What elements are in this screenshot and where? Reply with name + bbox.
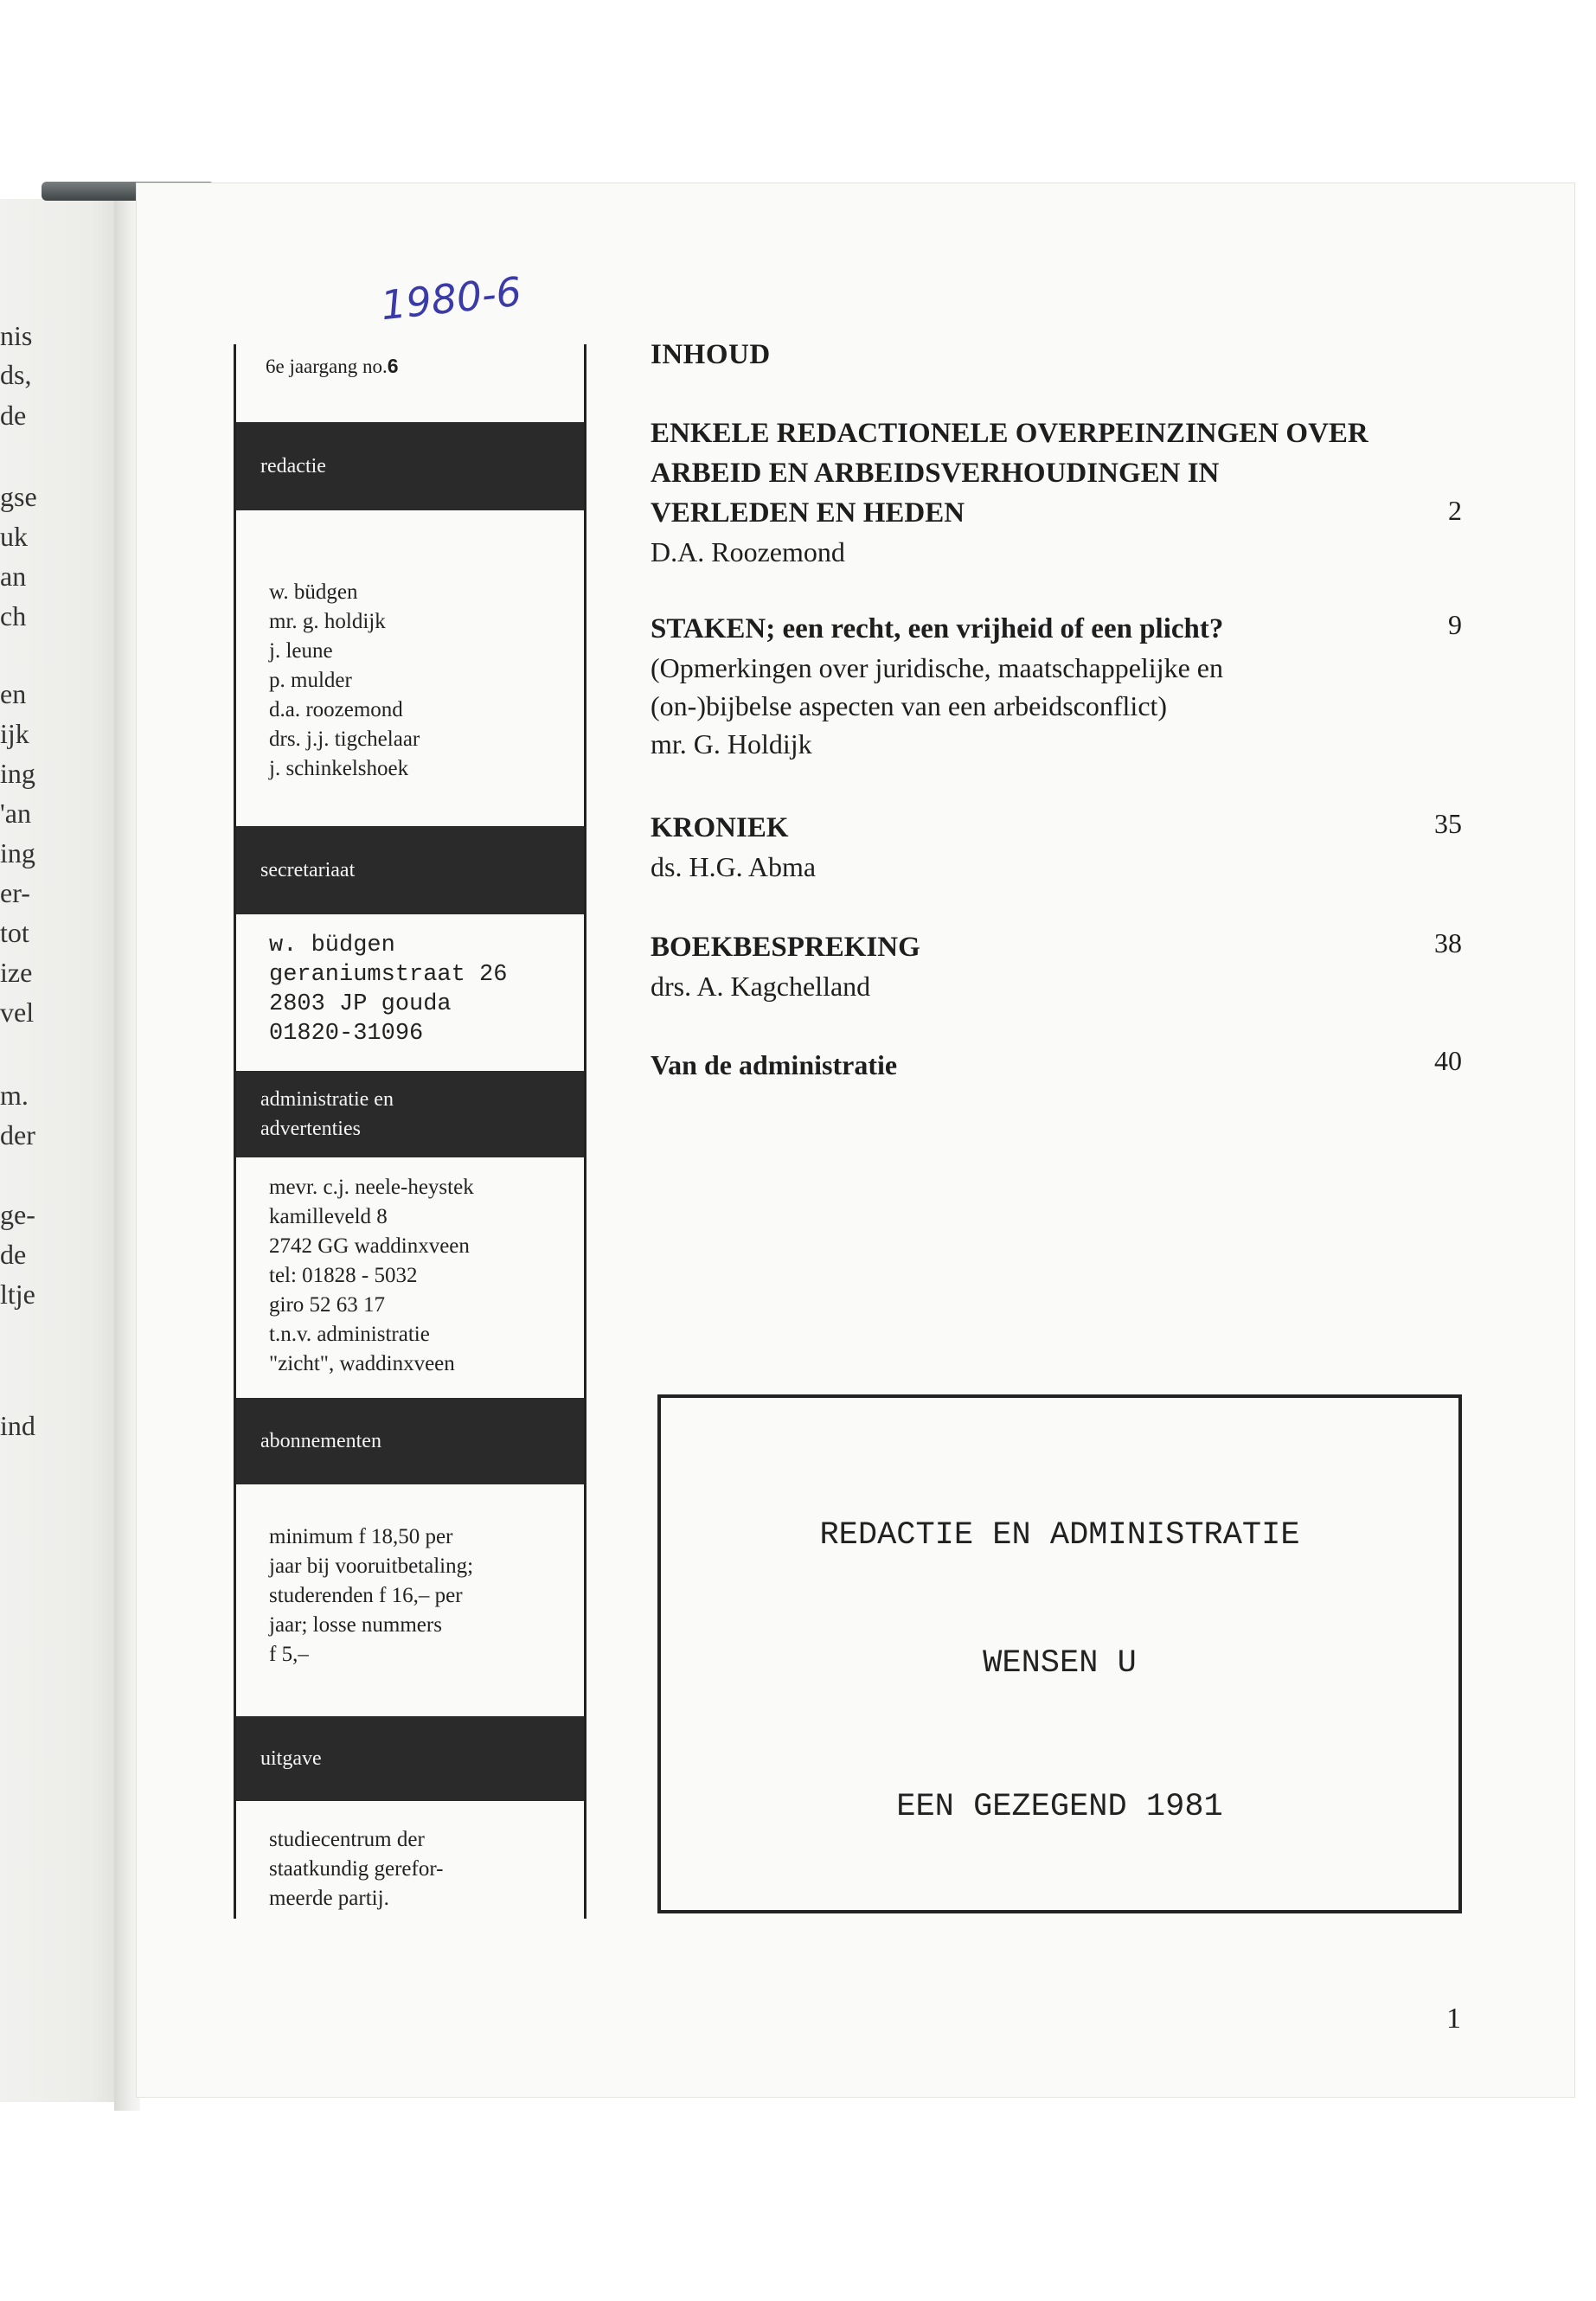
left-page-text-fragment: er- [0, 877, 30, 908]
issue-number: 6 [387, 355, 399, 377]
section-bar-administratie [236, 1071, 584, 1157]
toc-entry-title: Van de administratie [651, 1049, 898, 1080]
left-page-text-fragment: an [0, 561, 27, 592]
toc-entry-author: (Opmerkingen over juridische, maatschappelijke en (on-)bijbelse aspecten van een arbeidsconflict) mr. G. Holdijk [651, 652, 1223, 760]
left-page-text-fragment: ijk [0, 718, 29, 749]
toc-entry-title: BOEKBESPREKING [651, 932, 920, 963]
section-label: secretariaat [260, 858, 356, 881]
left-page-text-fragment: nis [0, 320, 33, 351]
toc-entry-author: drs. A. Kagchelland [651, 971, 871, 1002]
section-label: administratie en advertenties [260, 1088, 394, 1140]
section-label: uitgave [260, 1747, 322, 1770]
left-page-text-fragment: en [0, 678, 27, 709]
toc-entry [651, 413, 1462, 571]
left-page-text-fragment: ds, [0, 359, 32, 390]
toc-entry-title: KRONIEK [651, 812, 789, 843]
toc-entry-author: D.A. Roozemond [651, 536, 845, 567]
left-page-text-fragment: de [0, 400, 27, 431]
toc-entry-page: 40 [1434, 1045, 1462, 1076]
contents-heading-text: INHOUD [651, 339, 771, 370]
left-page-text-fragment: ind [0, 1410, 35, 1441]
section-text-uitgave: studiecentrum der staatkundig gerefor- meerde partij. [269, 1828, 444, 1910]
left-page-text-fragment: ing [0, 837, 35, 868]
section-text-redactie: w. büdgen mr. g. holdijk j. leune p. mulder d.a. roozemond drs. j.j. tigchelaar j. schinkelshoek [269, 580, 420, 780]
toc-entry-author: ds. H.G. Abma [651, 851, 817, 882]
left-page-text-fragment: gse [0, 481, 37, 512]
left-page-text-fragment: 'an [0, 798, 31, 829]
left-page-text-fragment: ize [0, 957, 33, 988]
toc-entry [651, 1045, 1462, 1085]
toc-entry-title: ENKELE REDACTIONELE OVERPEINZINGEN OVER ARBEID EN ARBEIDSVERHOUDINGEN IN VERLEDEN EN HEDEN [651, 418, 1368, 529]
greeting-line: WENSEN U [983, 1645, 1137, 1682]
issue-label [266, 355, 399, 378]
section-text-administratie: mevr. c.j. neele-heystek kamilleveld 8 2742 GG waddinxveen tel: 01828 - 5032 giro 52 63 17 t.n.v. administratie "zicht", waddinxveen [269, 1176, 474, 1375]
left-page-text-fragment: uk [0, 521, 28, 552]
left-page-text-fragment: vel [0, 997, 35, 1028]
left-page-text-fragment: de [0, 1239, 27, 1270]
page-number: 1 [1446, 2003, 1461, 2035]
left-page-text-fragment: ltje [0, 1279, 35, 1310]
greeting-line: REDACTIE EN ADMINISTRATIE [819, 1517, 1300, 1554]
greeting-box [657, 1394, 1462, 1913]
section-text-secretariaat: w. büdgen geraniumstraat 26 2803 JP gouda 01820-31096 [269, 933, 508, 1047]
issue-label-text: 6e jaargang no. [266, 356, 388, 377]
left-facing-page [0, 199, 130, 2102]
section-bar-redactie [236, 422, 584, 510]
left-page-text-fragment: ge- [0, 1199, 35, 1230]
toc-entry [651, 927, 1462, 1005]
section-text-abonnementen: minimum f 18,50 per jaar bij vooruitbetaling; studerenden f 16,– per jaar; losse nummers f 5,– [269, 1525, 474, 1666]
toc-entry-page: 35 [1434, 808, 1462, 839]
greeting-line: EEN GEZEGEND 1981 [896, 1789, 1223, 1825]
handwritten-note: 1980-6 [378, 267, 524, 330]
toc-entry-page: 38 [1434, 927, 1462, 958]
left-page-text-fragment: ch [0, 600, 27, 631]
toc-entry [651, 609, 1462, 763]
section-label: abonnementen [260, 1429, 381, 1452]
section-label: redactie [260, 454, 326, 478]
contents-heading [651, 339, 1462, 371]
toc-entry-page: 9 [1448, 609, 1462, 640]
left-page-text-fragment: tot [0, 917, 29, 948]
section-bar-uitgave [236, 1716, 584, 1801]
toc-entry-title: STAKEN; een recht, een vrijheid of een plicht? [651, 613, 1224, 644]
left-page-text-fragment: der [0, 1119, 35, 1150]
left-page-text-fragment: m. [0, 1080, 29, 1111]
masthead-column [234, 344, 586, 1919]
left-page-text-fragment: ing [0, 758, 35, 789]
section-bar-abonnementen [236, 1398, 584, 1484]
toc-entry [651, 808, 1462, 886]
section-bar-secretariaat [236, 826, 584, 914]
toc-entry-page: 2 [1448, 495, 1462, 526]
